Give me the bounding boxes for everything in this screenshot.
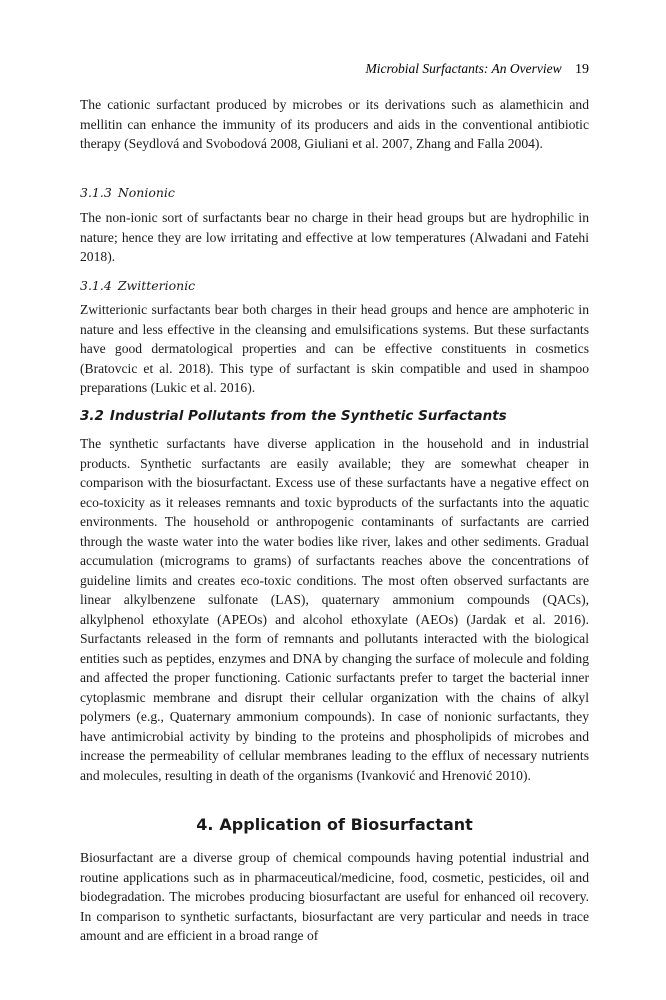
running-title: Microbial Surfactants: An Overview xyxy=(365,61,562,76)
subsection-heading-nonionic xyxy=(80,184,175,202)
page-number: 19 xyxy=(575,62,589,77)
subsection-title: Nonionic xyxy=(117,185,175,200)
section-heading-industrial-pollutants xyxy=(80,407,507,425)
paragraph-zwitterionic: Zwitterionic surfactants bear both charges in their head groups and hence are amphoteric in nature and less effective in the cleansing and emulsifications systems. But these surfactants have good dermatological properties and can be effective constituents in cosmetics (Bratovcic et al. 2018). This type of surfactant is skin compatible and used in shampoo preparations (Lukic et al. 2016). xyxy=(80,302,589,395)
subsection-number: 3.1.4 xyxy=(80,278,112,293)
paragraph-cationic: The cationic surfactant produced by microbes or its derivations such as alamethicin and mellitin can enhance the immunity of its producers and aids in the conventional antibiotic therapy (Seydlová and Svobodová 2008, Giuliani et al. 2007, Zhang and Falla 2004). xyxy=(80,97,589,151)
paragraph-application: Biosurfactant are a diverse group of chemical compounds having potential industrial and routine applications such as in pharmaceutical/medicine, food, cosmetic, pesticides, oil and biodegradation. The microbes producing biosurfactant are useful for enhanced oil recovery. In comparison to synthetic surfactants, biosurfactant are very particular and needs in trace amount and are efficient in a broad range of xyxy=(80,850,589,943)
section-number: 3.2 xyxy=(80,408,104,424)
chapter-title: Application of Biosurfactant xyxy=(219,815,473,834)
section-title: Industrial Pollutants from the Synthetic Surfactants xyxy=(109,408,507,424)
running-header xyxy=(80,61,589,78)
paragraph-industrial-pollutants: The synthetic surfactants have diverse application in the household and in industrial products. Synthetic surfactants are easily available; they are somewhat cheaper in comparison with the biosurfactant. Excess use of these surfactants have a negative effect on eco-toxicity as it releases remnants and toxic byproducts of the surfactants into the aquatic environments. The household or anthropogenic contaminants of surfactants are carried through the waste water into the water bodies like river, lakes and other sediments. Gradual accumulation (micrograms to grams) of surfactants reaches above the concentrations of guideline limits and creates eco-toxic conditions. The most often observed surfactants are linear alkylbenzene sulfonate (LAS), quaternary ammonium compounds (QACs), alkylphenol ethoxylate (APEOs) and alcohol ethoxylate (AEOs) (Jardak et al. 2016). Surfactants released in the form of remnants and pollutants interacted with the biological entities such as peptides, enzymes and DNA by changing the surface of molecule and folding and affected the proper functioning. Cationic surfactants prefer to target the bacterial inner cytoplasmic membrane and disrupt their cellular organization with the chains of alkyl polymers (e.g., Quaternary ammonium compounds). In case of nonionic surfactants, they have antimicrobial activity by binding to the proteins and phospholipids of microbes and increase the permeability of cellular membranes leading to the efflux of necessary nutrients and molecules, resulting in death of the organisms (Ivanković and Hrenović 2010). xyxy=(80,436,589,783)
subsection-title: Zwitterionic xyxy=(117,278,196,293)
chapter-number: 4. xyxy=(196,815,214,834)
chapter-heading-application xyxy=(80,814,589,836)
subsection-number: 3.1.3 xyxy=(80,185,112,200)
paragraph-nonionic: The non-ionic sort of surfactants bear no charge in their head groups but are hydrophilic in nature; hence they are low irritating and effective at low temperatures (Alwadani and Fatehi 2018). xyxy=(80,210,589,264)
subsection-heading-zwitterionic xyxy=(80,277,195,295)
